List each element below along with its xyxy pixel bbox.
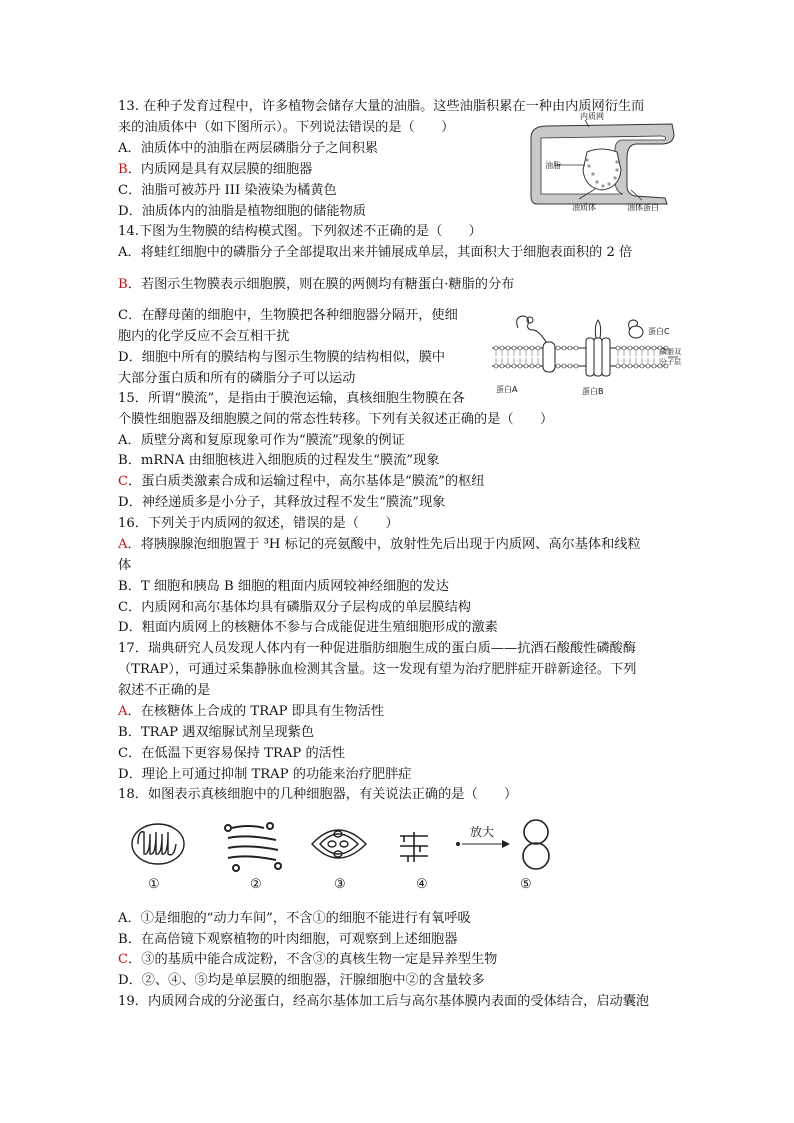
golgi-icon [225, 823, 281, 871]
q17-option-b: B．TRAP 遇双缩脲试剂呈现紫色 [118, 725, 315, 740]
q14-option-b-text: ．若图示生物膜表示细胞膜，则在膜的两侧均有糖蛋白·糖脂的分布 [127, 277, 515, 292]
mitochondrion-icon [132, 824, 184, 864]
label-bilayer-line1: 磷脂双 [660, 348, 681, 356]
organelle-label-1: ① [148, 877, 160, 892]
q13-option-b-text: ．内质网是具有双层膜的细胞器 [127, 162, 313, 177]
organelle-label-4: ④ [416, 877, 428, 892]
option-letter-c: C [118, 474, 129, 489]
q15-option-a: A．质壁分离和复原现象可作为“膜流”现象的例证 [118, 433, 405, 448]
organelle-label-5: ⑤ [520, 877, 532, 892]
q13-stem-line2: 来的油质体中（如下图所示）。下列说法错误的是（ ） [118, 120, 455, 135]
q18-option-a: A．①是细胞的“动力车间”，不含①的细胞不能进行有氧呼吸 [118, 911, 471, 926]
q18-option-d: D．②、④、⑤均是单层膜的细胞器，汗腺细胞中②的含量较多 [118, 973, 485, 988]
label-oil-protein: 油体蛋白 [627, 203, 659, 212]
q17-stem-line2: （TRAP），可通过采集静脉血检测其含量。这一发现有望为治疗肥胖症开辟新途径。下列 [118, 662, 637, 677]
q16-option-a-line1 [118, 536, 641, 554]
q17-stem-line3: 叙述不正确的是 [118, 683, 211, 698]
q15-option-b: B．mRNA 由细胞核进入细胞质的过程发生“膜流”现象 [118, 453, 440, 468]
option-letter-c: C [118, 952, 129, 967]
q18-stem: 18．如图表示真核细胞中的几种细胞器，有关说法正确的是（ ） [118, 787, 518, 802]
oil-body-figure [527, 100, 677, 220]
q14-option-b [118, 276, 514, 294]
organelles-figure [128, 814, 568, 876]
label-er: 内质网 [580, 112, 604, 121]
label-oil: 油脂 [545, 161, 561, 170]
q15-option-c [118, 473, 484, 491]
q14-option-a: A．将蛙红细胞中的磷脂分子全部提取出来并铺展成单层，其面积大于细胞表面积的 2 倍 [118, 245, 633, 260]
q17-stem-line1: 17．瑞典研究人员发现人体内有一种促进脂肪细胞生成的蛋白质——抗酒石酸酸性磷酸酶 [118, 641, 636, 656]
q13-stem-line1: 13. 在种子发育过程中，许多植物会储存大量的油脂。这些油脂积累在一种由内质网衍生而 [118, 99, 645, 114]
organelle-label-2: ② [250, 877, 262, 892]
label-protein-c: 蛋白C [648, 327, 670, 336]
q16-option-b: B．T 细胞和胰岛 B 细胞的粗面内质网较神经细胞的发达 [118, 579, 449, 594]
q14-option-d-line1: D．细胞中所有的膜结构与图示生物膜的结构相似，膜中 [118, 350, 446, 365]
option-letter-a: A [118, 704, 128, 719]
q15-option-d: D．神经递质多是小分子，其释放过程不发生“膜流”现象 [118, 495, 446, 510]
q15-option-c-text: ．蛋白质类激素合成和运输过程中，高尔基体是“膜流”的枢纽 [128, 474, 485, 489]
label-bilayer-line2: 分子层 [660, 358, 681, 366]
label-protein-a: 蛋白A [496, 385, 518, 394]
label-protein-b: 蛋白B [582, 387, 604, 396]
q13-option-a: A．油质体中的油脂在两层磷脂分子之间积累 [118, 141, 379, 156]
chloroplast-icon [312, 830, 366, 858]
membrane-figure [488, 308, 688, 400]
q16-option-d: D．粗面内质网上的核糖体不参与合成能促进生殖细胞形成的激素 [118, 620, 498, 635]
q13-option-c: C．油脂可被苏丹 III 染液染为橘黄色 [118, 183, 337, 198]
q16-stem: 16．下列关于内质网的叙述，错误的是（ ） [118, 516, 399, 531]
endoplasmic-reticulum-icon [400, 832, 428, 862]
q14-option-c-line1: C．在酵母菌的细胞中，生物膜把各种细胞器分隔开，使细 [118, 308, 458, 323]
zoom-label: 放大 [470, 825, 495, 839]
label-oil-body: 油质体 [572, 203, 596, 212]
q15-stem-line1: 15．所谓“膜流”，是指由于膜泡运输，真核细胞生物膜在各 [118, 391, 465, 406]
organelle-label-3: ③ [334, 877, 346, 892]
q16-option-c: C．内质网和高尔基体均具有磷脂双分子层构成的单层膜结构 [118, 600, 471, 615]
q17-option-a [118, 703, 384, 721]
q14-stem: 14.下图为生物膜的结构模式图。下列叙述不正确的是（ ） [118, 224, 482, 239]
q17-option-c: C．在低温下更容易保持 TRAP 的活性 [118, 746, 346, 761]
q16-option-a-line2: 体 [118, 558, 132, 573]
q16-option-a-text: ．将胰腺腺泡细胞置于 ³H 标记的亮氨酸中，放射性先后出现于内质网、高尔基体和线粒 [127, 537, 641, 552]
option-letter-b: B [118, 277, 128, 292]
q13-option-b [118, 161, 312, 179]
q13-option-d: D．油质体内的油脂是植物细胞的储能物质 [118, 204, 366, 219]
arrow-start-dot [456, 842, 460, 846]
option-letter-b: B [118, 162, 128, 177]
option-letter-a: A [118, 537, 128, 552]
q18-option-c-text: ．③的基质中能合成淀粉，不含③的真核生物一定是异养型生物 [128, 952, 498, 967]
q18-option-c [118, 951, 497, 969]
q14-option-d-line2: 大部分蛋白质和所有的磷脂分子可以运动 [118, 371, 356, 386]
arrow-head-icon [502, 840, 510, 848]
q17-option-a-text: ．在核糖体上合成的 TRAP 即具有生物活性 [127, 704, 385, 719]
q17-option-d: D．理论上可通过抑制 TRAP 的功能来治疗肥胖症 [118, 767, 412, 782]
q18-option-b: B．在高倍镜下观察植物的叶肉细胞，可观察到上述细胞器 [118, 932, 458, 947]
vesicle-icon [523, 820, 549, 869]
q14-option-c-line2: 胞内的化学反应不会互相干扰 [118, 329, 290, 344]
q15-stem-line2: 个膜性细胞器及细胞膜之间的常态性转移。下列有关叙述正确的是（ ） [118, 412, 554, 427]
q19-stem: 19．内质网合成的分泌蛋白，经高尔基体加工后与高尔基体膜内表面的受体结合，启动囊泡 [118, 994, 650, 1009]
